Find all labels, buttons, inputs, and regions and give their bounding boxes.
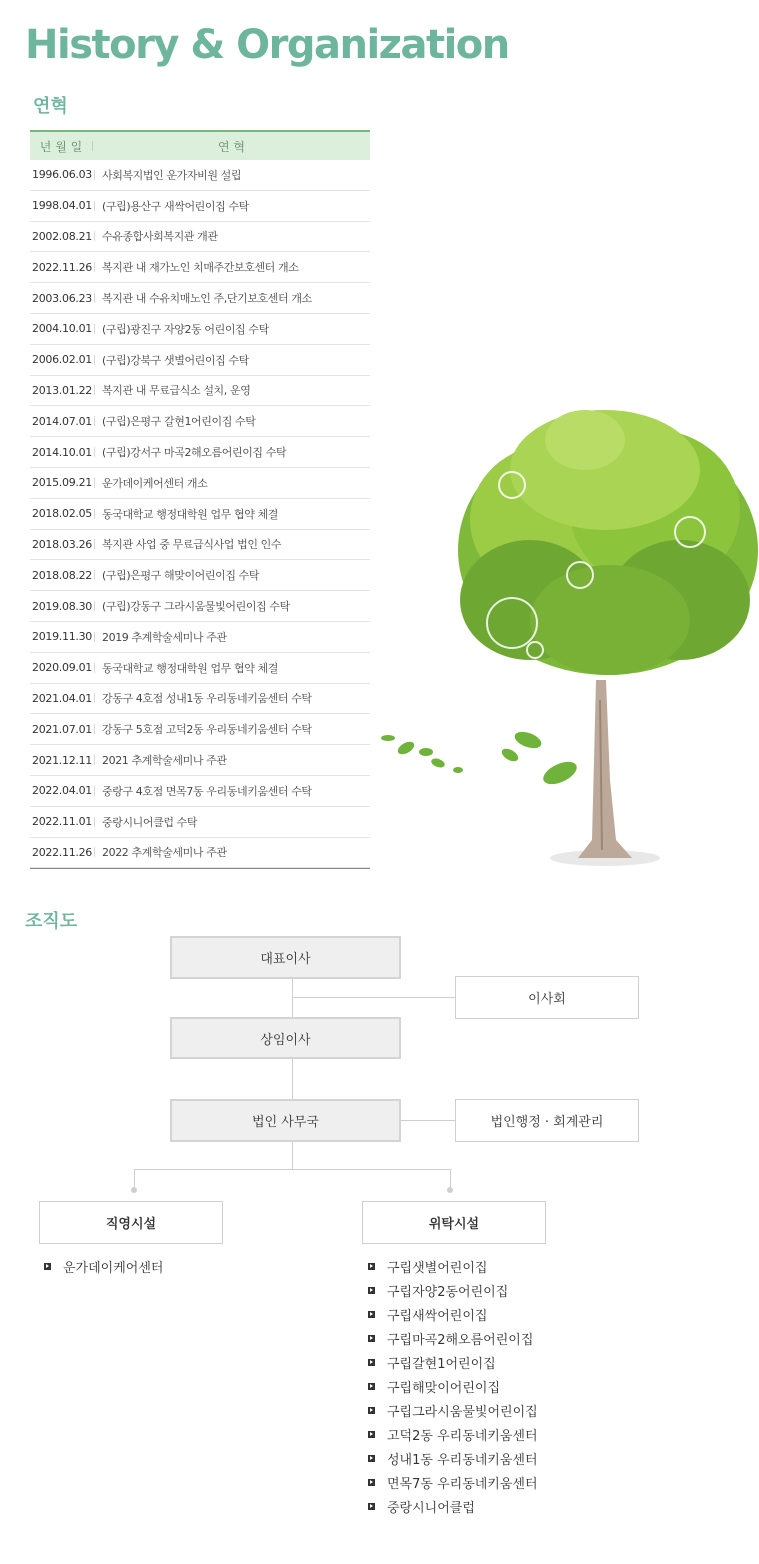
history-date: 2003.06.23 xyxy=(32,291,92,305)
history-event: (구립)강동구 그라시움물빛어린이집 수탁 xyxy=(102,600,290,614)
history-event: 복지관 내 수유치매노인 주,단기보호센터 개소 xyxy=(102,292,312,306)
org-section-title: 조직도 xyxy=(25,911,78,932)
history-event: 2022 추계학술세미나 주관 xyxy=(102,846,227,860)
history-date: 2018.08.22 xyxy=(32,568,92,582)
facility-item xyxy=(368,1326,538,1350)
history-date: 2013.01.22 xyxy=(32,383,92,397)
history-date: 2006.02.01 xyxy=(32,353,92,367)
row-divider xyxy=(94,786,95,796)
facility-item xyxy=(368,1302,538,1326)
row-divider xyxy=(94,632,95,642)
arrow-bullet-icon xyxy=(368,1503,375,1510)
history-row xyxy=(30,191,370,222)
org-ceo-box: 대표이사 xyxy=(170,936,401,979)
facility-item xyxy=(44,1254,163,1278)
history-row xyxy=(30,499,370,530)
history-row xyxy=(30,252,370,283)
history-row xyxy=(30,776,370,807)
history-event: (구립)광진구 자양2동 어린이집 수탁 xyxy=(102,322,269,336)
history-event: 강동구 5호점 고덕2동 우리동네키움센터 수탁 xyxy=(102,723,312,737)
history-event: 복지관 사업 중 무료급식사업 법인 인수 xyxy=(102,538,282,552)
facility-item xyxy=(368,1374,538,1398)
connector-dot-direct xyxy=(131,1187,137,1193)
history-event: 2021 추계학술세미나 주관 xyxy=(102,754,227,768)
facility-item xyxy=(368,1254,538,1278)
history-date: 2004.10.01 xyxy=(32,322,92,336)
header-event: 연 혁 xyxy=(218,139,245,154)
connector-direct xyxy=(134,1169,135,1189)
history-event: (구립)강서구 마곡2해오름어린이집 수탁 xyxy=(102,446,287,460)
history-row xyxy=(30,530,370,561)
history-event: 복지관 내 무료급식소 설치, 운영 xyxy=(102,384,251,398)
history-rows xyxy=(30,160,370,868)
facility-name: 구립샛별어린이집 xyxy=(387,1260,488,1276)
direct-facilities-list xyxy=(44,1254,163,1278)
row-divider xyxy=(94,385,95,395)
arrow-bullet-icon xyxy=(368,1455,375,1462)
page-title: History & Organization xyxy=(25,22,509,68)
history-event: 동국대학교 행정대학원 업무 협약 체결 xyxy=(102,507,279,521)
org-board-box: 이사회 xyxy=(455,976,639,1019)
history-row xyxy=(30,838,370,869)
facility-name: 고덕2동 우리동네키움센터 xyxy=(387,1428,538,1444)
history-event: 사회복지법인 운가자비원 설립 xyxy=(102,168,242,182)
connector-branch xyxy=(134,1169,450,1170)
row-divider xyxy=(94,663,95,673)
history-row xyxy=(30,314,370,345)
connector-dot-contract xyxy=(447,1187,453,1193)
tree-canopy xyxy=(458,410,758,675)
row-divider xyxy=(94,539,95,549)
row-divider xyxy=(94,478,95,488)
history-date: 2020.09.01 xyxy=(32,661,92,675)
history-section-title: 연혁 xyxy=(33,96,68,117)
history-date: 2018.02.05 xyxy=(32,507,92,521)
history-row xyxy=(30,745,370,776)
history-date: 2022.11.26 xyxy=(32,845,92,859)
connector-md-secretariat xyxy=(292,1058,293,1100)
org-direct-facilities-box: 직영시설 xyxy=(39,1201,223,1244)
history-date: 2014.10.01 xyxy=(32,445,92,459)
history-row xyxy=(30,283,370,314)
facility-name: 중랑시니어클럽 xyxy=(387,1500,475,1516)
history-table-header xyxy=(30,130,370,160)
history-event: 중랑구 4호점 면목7동 우리동네키움센터 수탁 xyxy=(102,784,312,798)
history-row xyxy=(30,591,370,622)
history-date: 2018.03.26 xyxy=(32,537,92,551)
arrow-bullet-icon xyxy=(368,1407,375,1414)
history-row xyxy=(30,468,370,499)
history-date: 2014.07.01 xyxy=(32,414,92,428)
history-row xyxy=(30,437,370,468)
facility-name: 성내1동 우리동네키움센터 xyxy=(387,1452,538,1468)
history-date: 2021.07.01 xyxy=(32,722,92,736)
facility-name: 구립마곡2해오름어린이집 xyxy=(387,1332,534,1348)
facility-item xyxy=(368,1278,538,1302)
facility-item xyxy=(368,1422,538,1446)
row-divider xyxy=(94,847,95,857)
history-event: 복지관 내 재가노인 치매주간보호센터 개소 xyxy=(102,261,299,275)
history-event: 중랑시니어클럽 수탁 xyxy=(102,815,198,829)
history-row xyxy=(30,622,370,653)
tree-trunk xyxy=(578,680,632,858)
facility-item xyxy=(368,1350,538,1374)
history-event: 운가데이케어센터 개소 xyxy=(102,476,208,490)
connector-ceo-md xyxy=(292,978,293,1018)
row-divider xyxy=(94,693,95,703)
history-row xyxy=(30,345,370,376)
row-divider xyxy=(94,601,95,611)
facility-name: 구립새싹어린이집 xyxy=(387,1308,488,1324)
arrow-bullet-icon xyxy=(368,1335,375,1342)
arrow-bullet-icon xyxy=(368,1359,375,1366)
history-event: 동국대학교 행정대학원 업무 협약 체결 xyxy=(102,661,279,675)
table-bottom-border xyxy=(30,868,370,869)
row-divider xyxy=(94,201,95,211)
history-row xyxy=(30,714,370,745)
arrow-bullet-icon xyxy=(44,1263,51,1270)
org-secretariat-box: 법인 사무국 xyxy=(170,1099,401,1142)
arrow-bullet-icon xyxy=(368,1431,375,1438)
facility-item xyxy=(368,1470,538,1494)
facility-name: 운가데이케어센터 xyxy=(63,1260,164,1276)
history-date: 2022.11.26 xyxy=(32,260,92,274)
history-date: 2002.08.21 xyxy=(32,229,92,243)
row-divider xyxy=(94,416,95,426)
contract-facilities-list xyxy=(368,1254,538,1518)
facility-name: 구립그라시움물빛어린이집 xyxy=(387,1404,538,1420)
connector-admin xyxy=(400,1120,455,1121)
org-admin-box: 법인행정 · 회계관리 xyxy=(455,1099,639,1142)
arrow-bullet-icon xyxy=(368,1263,375,1270)
history-date: 2021.04.01 xyxy=(32,691,92,705)
history-event: (구립)용산구 새싹어린이집 수탁 xyxy=(102,199,249,213)
history-row xyxy=(30,160,370,191)
row-divider xyxy=(94,447,95,457)
history-row xyxy=(30,560,370,591)
arrow-bullet-icon xyxy=(368,1287,375,1294)
history-event: (구립)강북구 샛별어린이집 수탁 xyxy=(102,353,249,367)
facility-name: 구립자양2동어린이집 xyxy=(387,1284,509,1300)
arrow-bullet-icon xyxy=(368,1311,375,1318)
connector-secretariat-down xyxy=(292,1141,293,1170)
history-table xyxy=(30,130,370,869)
row-divider xyxy=(94,570,95,580)
history-event: 강동구 4호점 성내1동 우리동네키움센터 수탁 xyxy=(102,692,312,706)
history-date: 2019.08.30 xyxy=(32,599,92,613)
falling-leaves xyxy=(381,729,580,789)
row-divider xyxy=(94,293,95,303)
facility-name: 면목7동 우리동네키움센터 xyxy=(387,1476,538,1492)
facility-name: 구립해맞이어린이집 xyxy=(387,1380,501,1396)
arrow-bullet-icon xyxy=(368,1479,375,1486)
facility-item xyxy=(368,1446,538,1470)
history-date: 2021.12.11 xyxy=(32,753,92,767)
history-row xyxy=(30,406,370,437)
header-date: 년 월 일 xyxy=(39,139,83,154)
connector-contract xyxy=(450,1169,451,1189)
row-divider xyxy=(94,170,95,180)
org-managing-director-box: 상임이사 xyxy=(170,1017,401,1059)
facility-item xyxy=(368,1398,538,1422)
history-row xyxy=(30,684,370,715)
history-row xyxy=(30,653,370,684)
row-divider xyxy=(94,755,95,765)
history-date: 2019.11.30 xyxy=(32,630,92,644)
connector-board xyxy=(292,997,455,998)
row-divider xyxy=(94,262,95,272)
history-row xyxy=(30,807,370,838)
row-divider xyxy=(94,509,95,519)
org-contract-facilities-box: 위탁시설 xyxy=(362,1201,546,1244)
arrow-bullet-icon xyxy=(368,1383,375,1390)
history-date: 2015.09.21 xyxy=(32,476,92,490)
history-event: (구립)은평구 갈현1어린이집 수탁 xyxy=(102,415,256,429)
row-divider xyxy=(94,324,95,334)
row-divider xyxy=(94,817,95,827)
tree-illustration xyxy=(370,380,759,880)
facility-item xyxy=(368,1494,538,1518)
row-divider xyxy=(94,231,95,241)
row-divider xyxy=(94,355,95,365)
history-event: 2019 추계학술세미나 주관 xyxy=(102,630,227,644)
facility-name: 구립갈현1어린이집 xyxy=(387,1356,496,1372)
history-date: 2022.04.01 xyxy=(32,784,92,798)
history-row xyxy=(30,222,370,253)
history-event: (구립)은평구 해맞이어린이집 수탁 xyxy=(102,569,260,583)
history-row xyxy=(30,376,370,407)
history-date: 1998.04.01 xyxy=(32,199,92,213)
history-date: 1996.06.03 xyxy=(32,168,92,182)
history-date: 2022.11.01 xyxy=(32,815,92,829)
row-divider xyxy=(94,724,95,734)
history-event: 수유종합사회복지관 개관 xyxy=(102,230,218,244)
